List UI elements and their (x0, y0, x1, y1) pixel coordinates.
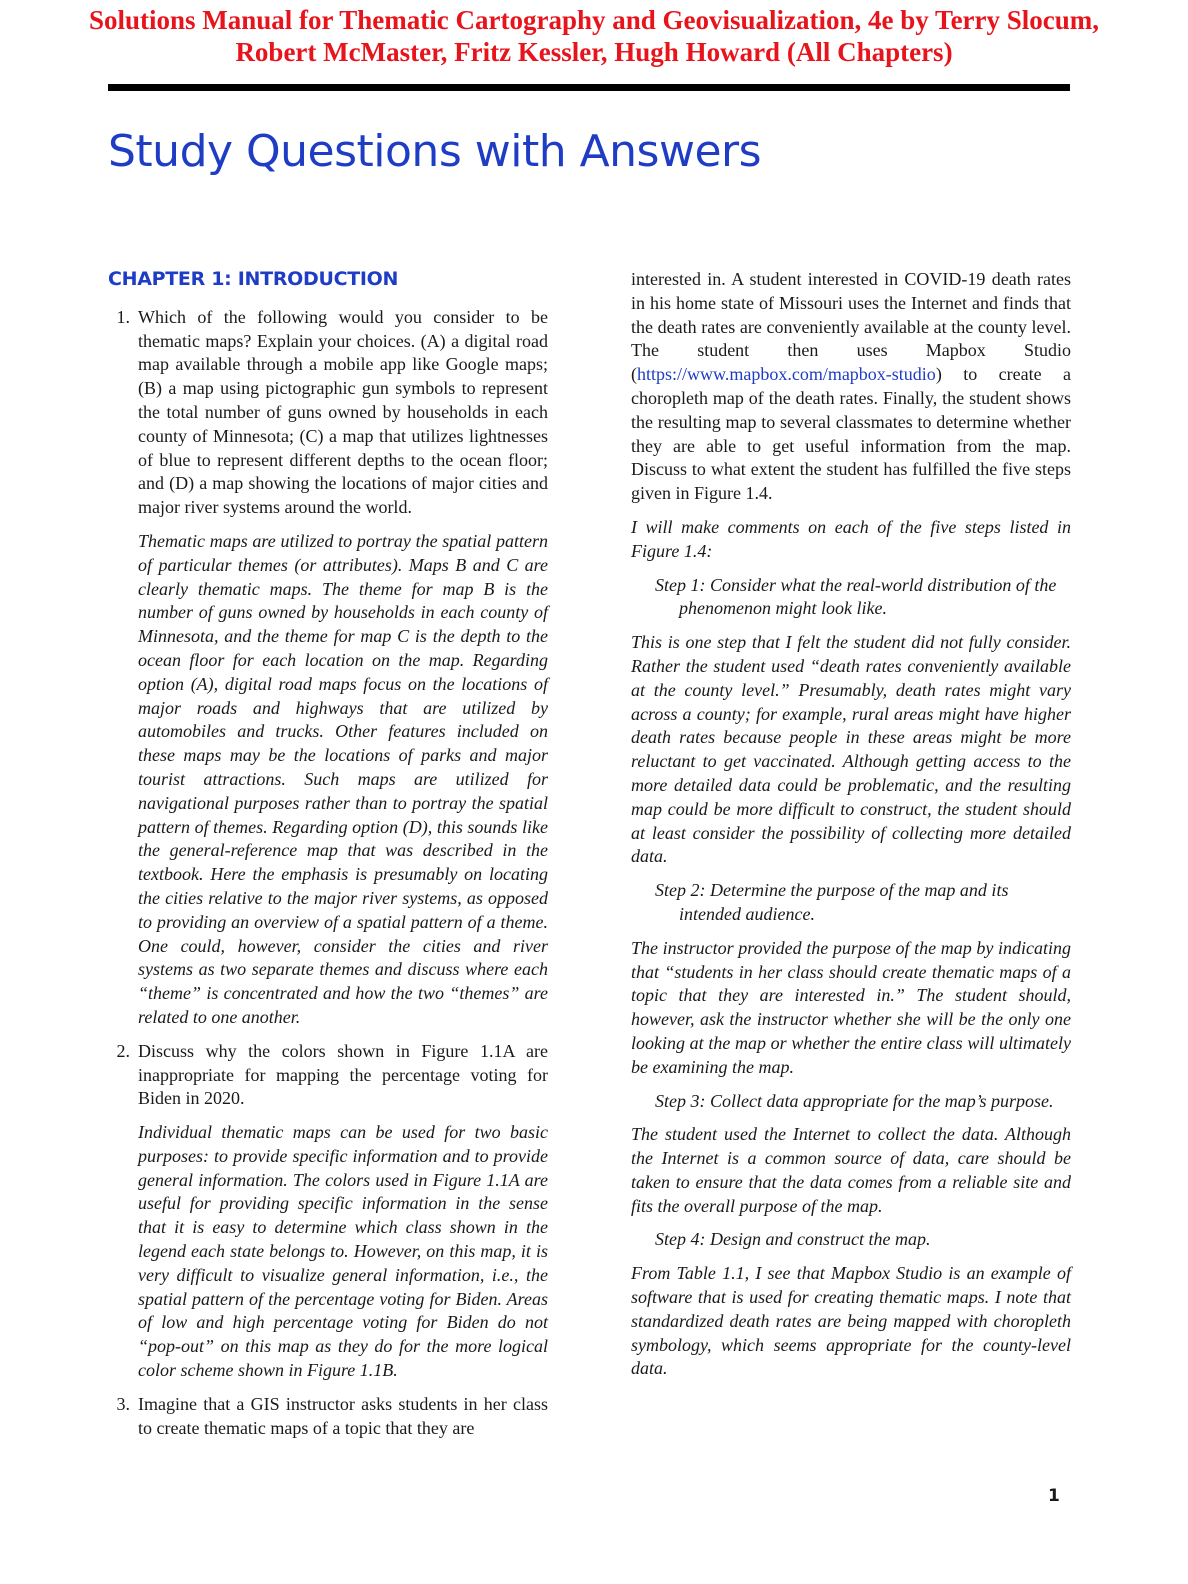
left-column (108, 268, 548, 1450)
document-banner (60, 4, 1128, 68)
header-rule (108, 84, 1070, 91)
banner-line-1: Solutions Manual for Thematic Cartography and Geovisualization, 4e by Terry Slocum, (88, 5, 1100, 35)
question-1 (108, 306, 548, 520)
step-4: Step 4: Design and construct the map. (655, 1229, 931, 1250)
page-number: 1 (1048, 1486, 1060, 1506)
question-number: 2. (116, 1040, 130, 1061)
answer-step-4: From Table 1.1, I see that Mapbox Studio is an example of software that is used for creating thematic maps. I note that standardized death rates are being mapped with choropleth symbology, which seems appropriate for the county-level data. (631, 1263, 1071, 1379)
question-text: interested in. A student interested in COVID-19 death rates in his home state of Missouri uses the Internet and finds that the death rates are conveniently available at the county level. The student then uses Mapbox Studio ( (631, 269, 1071, 385)
question-number: 3. (116, 1393, 130, 1414)
step-1: Step 1: Consider what the real-world distribution of the phenomenon might look like. (655, 574, 1057, 619)
question-text: Discuss why the colors shown in Figure 1.1A are inappropriate for mapping the percentage voting for Biden in 2020. (138, 1040, 548, 1109)
answer-2: Individual thematic maps can be used for two basic purposes: to provide specific information and to provide general information. The colors used in Figure 1.1A are useful for providing specific information in the sense that it is easy to determine which class shown in the legend each state belongs to. However, on this map, it is very difficult to visualize general information, i.e., the spatial pattern of the percentage voting for Biden. Areas of low and high percentage voting for Biden do not “pop-out” on this map as they do for the more logical color scheme shown in Figure 1.1B. (138, 1122, 548, 1381)
right-column (631, 268, 1071, 1391)
question-3-continued (631, 268, 1071, 506)
step-3: Step 3: Collect data appropriate for the map’s purpose. (655, 1090, 1054, 1111)
question-2 (108, 1040, 548, 1111)
step-2: Step 2: Determine the purpose of the map and its intended audience. (655, 880, 1009, 924)
answer-intro: I will make comments on each of the five steps listed in Figure 1.4: (631, 516, 1071, 561)
answer-step-2: The instructor provided the purpose of the map by indicating that “students in her class should create thematic maps of a topic that they are interested in.” The student should, however, ask the instructor whether she will be the only one looking at the map or whether the entire class will ultimately be examining the map. (631, 937, 1071, 1077)
page-title: Study Questions with Answers (108, 126, 762, 177)
question-text: Imagine that a GIS instructor asks students in her class to create thematic maps of a topic that they are (138, 1393, 548, 1438)
banner-line-2: Robert McMaster, Fritz Kessler, Hugh Howard (All Chapters) (235, 37, 953, 67)
mapbox-studio-link[interactable]: https://www.mapbox.com/mapbox-studio (637, 364, 936, 385)
question-text: ) to create a choropleth map of the death rates. Finally, the student shows the resulting map to several classmates to determine whether they are able to get useful information from the map. Discuss to what extent the student has fulfilled the five steps given in Figure 1.4. (631, 364, 1071, 504)
answer-1: Thematic maps are utilized to portray the spatial pattern of particular themes (or attributes). Maps B and C are clearly thematic maps. The theme for map B is the number of guns owned by households in each county of Minnesota, and the theme for map C is the depth to the ocean floor for each location on the map. Regarding option (A), digital road maps focus on the locations of major roads and highways that are utilized by automobiles and trucks. Other features included on these maps may be the locations of parks and major tourist attractions. Such maps are utilized for navigational purposes rather than to portray the spatial pattern of themes. Regarding option (D), this sounds like the general-reference map that was described in the textbook. Here the emphasis is presumably on locating the cities relative to the major river systems, as opposed to providing an overview of a spatial pattern of a theme. One could, however, consider the cities and river systems as two separate themes and discuss where each “theme” is concentrated and how the two “themes” are related to one another. (138, 530, 548, 1027)
answer-step-3: The student used the Internet to collect the data. Although the Internet is a common source of data, care should be taken to ensure that the data comes from a reliable site and fits the overall purpose of the map. (631, 1124, 1071, 1216)
question-3 (108, 1393, 548, 1441)
chapter-heading: CHAPTER 1: INTRODUCTION (108, 268, 399, 290)
answer-step-1: This is one step that I felt the student did not fully consider. Rather the student used “death rates conveniently available at the county level.” Presumably, death rates might vary across a county; for example, rural areas might have higher death rates because people in these areas might be more reluctant to get vaccinated. Although getting access to the more detailed data could be problematic, and the resulting map could be more difficult to construct, the student should at least consider the possibility of collecting more detailed data. (631, 632, 1071, 867)
question-text: Which of the following would you consider to be thematic maps? Explain your choices. (A) a digital road map available through a mobile app like Google maps; (B) a map using pictographic gun symbols to represent the total number of guns owned by households in each county of Minnesota; (C) a map that utilizes lightnesses of blue to represent different depths to the ocean floor; and (D) a map showing the locations of major cities and major river systems around the world. (138, 306, 548, 518)
question-number: 1. (116, 306, 130, 327)
